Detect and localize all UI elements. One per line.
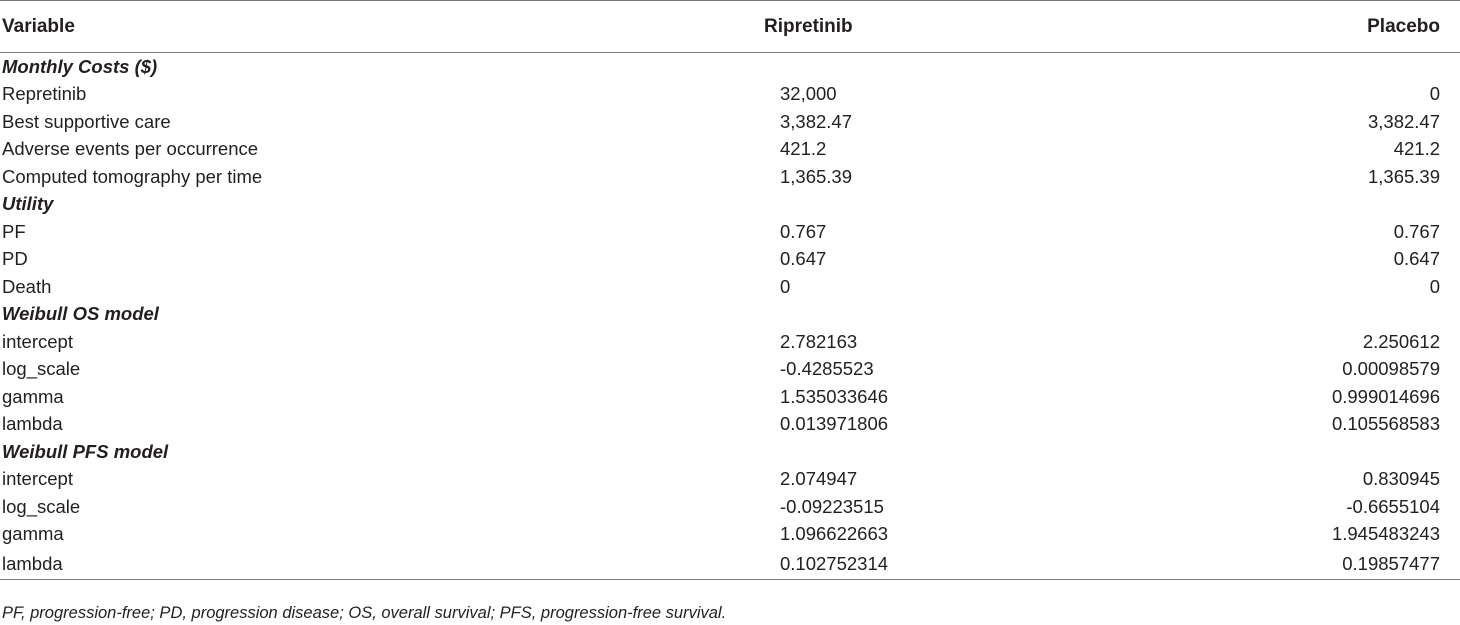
variable-cell: Adverse events per occurrence: [2, 138, 259, 160]
ripretinib-cell: 0.102752314: [560, 548, 1060, 580]
variable-cell: PF: [2, 220, 26, 242]
ripretinib-cell: 1.096622663: [780, 523, 889, 545]
header-row: [0, 1, 1460, 53]
placebo-cell: 421.2: [1393, 138, 1440, 160]
table-footnote: PF, progression-free; PD, progression disease; OS, overall survival; PFS, progression-free survival.: [2, 604, 727, 622]
placebo-cell: 1.945483243: [1331, 523, 1440, 545]
header-placebo: Placebo: [1060, 1, 1460, 53]
placebo-cell: [1060, 53, 1460, 81]
placebo-cell: 2.250612: [1362, 330, 1440, 352]
ripretinib-cell: 0.013971806: [780, 413, 889, 435]
placebo-cell: 0.105568583: [1331, 413, 1440, 435]
table-row: [0, 493, 1460, 521]
ripretinib-cell: [560, 438, 1060, 466]
header-variable: Variable: [0, 1, 560, 53]
placebo-cell: 0.767: [1393, 220, 1440, 242]
section-row: [0, 438, 1460, 466]
ripretinib-cell: 3,382.47: [780, 110, 853, 132]
placebo-cell: [1060, 438, 1460, 466]
table-row: [0, 466, 1460, 494]
section-title: Weibull PFS model: [2, 440, 169, 462]
section-title: Monthly Costs ($): [2, 55, 158, 77]
table-row: [0, 136, 1460, 164]
ripretinib-cell: 32,000: [780, 83, 837, 105]
table-row: [0, 548, 1460, 580]
table-row: [0, 81, 1460, 109]
variable-cell: Repretinib: [2, 83, 87, 105]
placebo-cell: 0.830945: [1362, 468, 1440, 490]
variable-cell: log_scale: [2, 495, 81, 517]
section-row: [0, 191, 1460, 219]
variable-cell: log_scale: [2, 358, 81, 380]
table-row: [0, 218, 1460, 246]
table-row: [0, 328, 1460, 356]
section-row: [0, 301, 1460, 329]
ripretinib-cell: [560, 301, 1060, 329]
placebo-cell: 0: [1429, 83, 1440, 105]
ripretinib-cell: 0: [780, 275, 791, 297]
table-row: [0, 356, 1460, 384]
variable-cell: Death: [2, 275, 52, 297]
table-row: [0, 273, 1460, 301]
table-row: [0, 108, 1460, 136]
placebo-cell: 1,365.39: [1367, 165, 1440, 187]
placebo-cell: 0: [1429, 275, 1440, 297]
ripretinib-cell: -0.4285523: [780, 358, 874, 380]
ripretinib-cell: 1.535033646: [780, 385, 889, 407]
placebo-cell: 0.999014696: [1331, 385, 1440, 407]
header-ripretinib: Ripretinib: [560, 1, 1060, 53]
ripretinib-cell: [560, 191, 1060, 219]
section-title: Weibull OS model: [2, 303, 159, 325]
placebo-cell: [1060, 191, 1460, 219]
table-row: [0, 246, 1460, 274]
variable-cell: Computed tomography per time: [2, 165, 263, 187]
ripretinib-cell: 0.647: [780, 248, 827, 270]
variable-cell: Best supportive care: [2, 110, 171, 132]
placebo-cell: [1060, 301, 1460, 329]
ripretinib-cell: 1,365.39: [780, 165, 853, 187]
ripretinib-cell: 421.2: [780, 138, 827, 160]
placebo-cell: 0.00098579: [1342, 358, 1440, 380]
table-row: [0, 411, 1460, 439]
ripretinib-cell: -0.09223515: [780, 495, 884, 517]
table-row: [0, 163, 1460, 191]
placebo-cell: 3,382.47: [1367, 110, 1440, 132]
placebo-cell: -0.6655104: [1346, 495, 1440, 517]
variable-cell: intercept: [2, 330, 73, 352]
placebo-cell: 0.647: [1393, 248, 1440, 270]
variable-cell: lambda: [0, 548, 560, 580]
variable-cell: lambda: [2, 413, 63, 435]
variable-cell: intercept: [2, 468, 73, 490]
table-row: [0, 383, 1460, 411]
table-body: [0, 53, 1460, 580]
variable-cell: PD: [2, 248, 28, 270]
table-row: [0, 521, 1460, 549]
ripretinib-cell: [560, 53, 1060, 81]
ripretinib-cell: 2.074947: [780, 468, 858, 490]
ripretinib-cell: 0.767: [780, 220, 827, 242]
ripretinib-cell: 2.782163: [780, 330, 858, 352]
placebo-cell: 0.19857477: [1060, 548, 1460, 580]
variable-cell: gamma: [2, 385, 64, 407]
section-row: [0, 53, 1460, 81]
section-title: Utility: [2, 193, 54, 215]
variable-cell: gamma: [2, 523, 64, 545]
